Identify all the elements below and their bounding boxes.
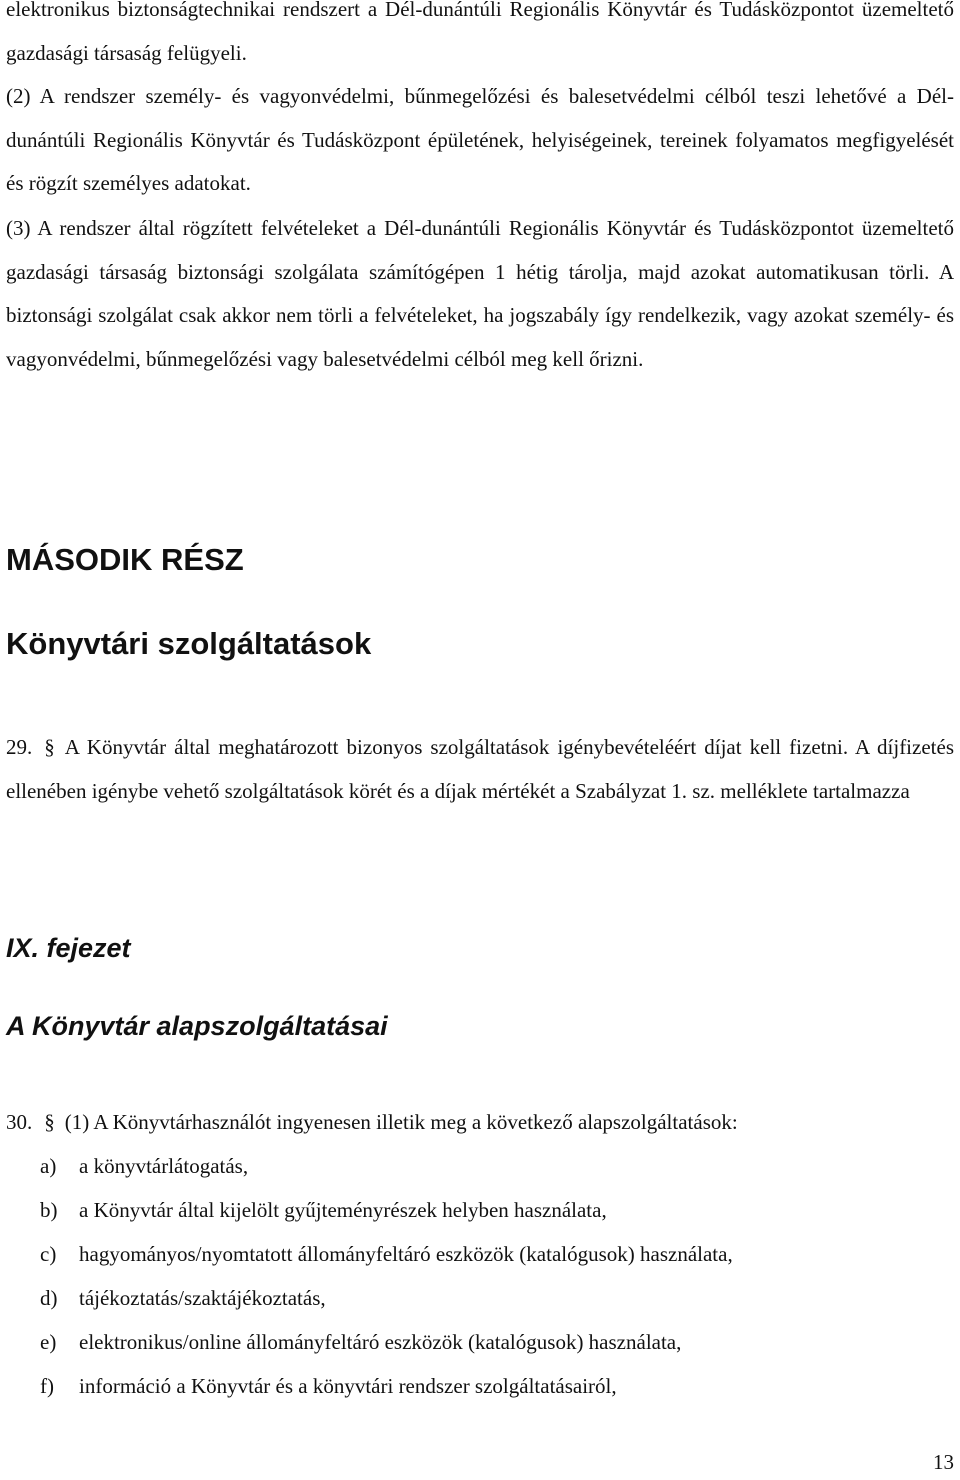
list-item-label: b)	[40, 1198, 58, 1222]
list-item	[40, 1232, 733, 1276]
list-item-label: c)	[40, 1242, 57, 1266]
section-29-text: A Könyvtár által meghatározott bizonyos szolgáltatások igénybevételéért díjat kell fizetni. A díjfizetés ellenében igénybe vehető szolgáltatások körét és a díjak mértékét a Szabályzat 1. sz. melléklete tartalmazza	[6, 735, 954, 803]
section-29	[6, 726, 954, 813]
section-29-number: 29.	[6, 735, 33, 759]
list-item-label: f)	[40, 1374, 54, 1398]
chapter-heading: IX. fejezet	[6, 933, 131, 963]
paragraph-3: (3) A rendszer által rögzített felvételeket a Dél-dunántúli Regionális Könyvtár és Tudásközpontot üzemeltető gazdasági társaság biztonsági szolgálata számítógépen 1 hétig tárolja, majd azokat automatikusan törli. A biztonsági szolgálat csak akkor nem törli a felvételeket, ha jogszabály így rendelkezik, vagy azokat személy- és vagyonvédelmi, bűnmegelőzési vagy balesetvédelmi célból meg kell őrizni.	[6, 216, 954, 371]
list-item	[40, 1320, 733, 1364]
list-item-text: elektronikus/online állományfeltáró eszközök (katalógusok) használata,	[79, 1330, 682, 1354]
section-29-mark: §	[44, 735, 55, 759]
list-item-label: a)	[40, 1154, 57, 1178]
list-item	[40, 1144, 733, 1188]
list-item-text: tájékoztatás/szaktájékoztatás,	[79, 1286, 326, 1310]
list-item-text: információ a Könyvtár és a könyvtári rendszer szolgáltatásairól,	[79, 1374, 617, 1398]
part-title: Könyvtári szolgáltatások	[6, 626, 372, 661]
section-30-number: 30.	[6, 1110, 33, 1134]
list-item-text: hagyományos/nyomtatott állományfeltáró eszközök (katalógusok) használata,	[79, 1242, 733, 1266]
list-item-label: d)	[40, 1286, 58, 1310]
chapter-title: A Könyvtár alapszolgáltatásai	[6, 1011, 388, 1041]
list-item	[40, 1276, 733, 1320]
paragraph-1: elektronikus biztonságtechnikai rendszert a Dél-dunántúli Regionális Könyvtár és Tudásközpontot üzemeltető gazdasági társaság felügyeli.	[6, 0, 954, 65]
list-item-text: a könyvtárlátogatás,	[79, 1154, 249, 1178]
paragraph-2: (2) A rendszer személy- és vagyonvédelmi, bűnmegelőzési és balesetvédelmi célból teszi lehetővé a Dél-dunántúli Regionális Könyvtár és Tudásközpont épületének, helyiségeinek, tereinek folyamatos megfigyelését és rögzít személyes adatokat.	[6, 84, 954, 195]
section-30-text: (1) A Könyvtárhasználót ingyenesen illetik meg a következő alapszolgáltatások:	[64, 1110, 738, 1134]
list-item-label: e)	[40, 1330, 57, 1354]
page-number: 13	[933, 1450, 954, 1474]
part-heading: MÁSODIK RÉSZ	[6, 542, 244, 577]
list-item	[40, 1188, 733, 1232]
section-30	[6, 1101, 954, 1145]
list-item	[40, 1364, 733, 1408]
list-item-text: a Könyvtár által kijelölt gyűjteményrészek helyben használata,	[79, 1198, 607, 1222]
services-list	[40, 1144, 733, 1408]
section-30-mark: §	[44, 1110, 55, 1134]
